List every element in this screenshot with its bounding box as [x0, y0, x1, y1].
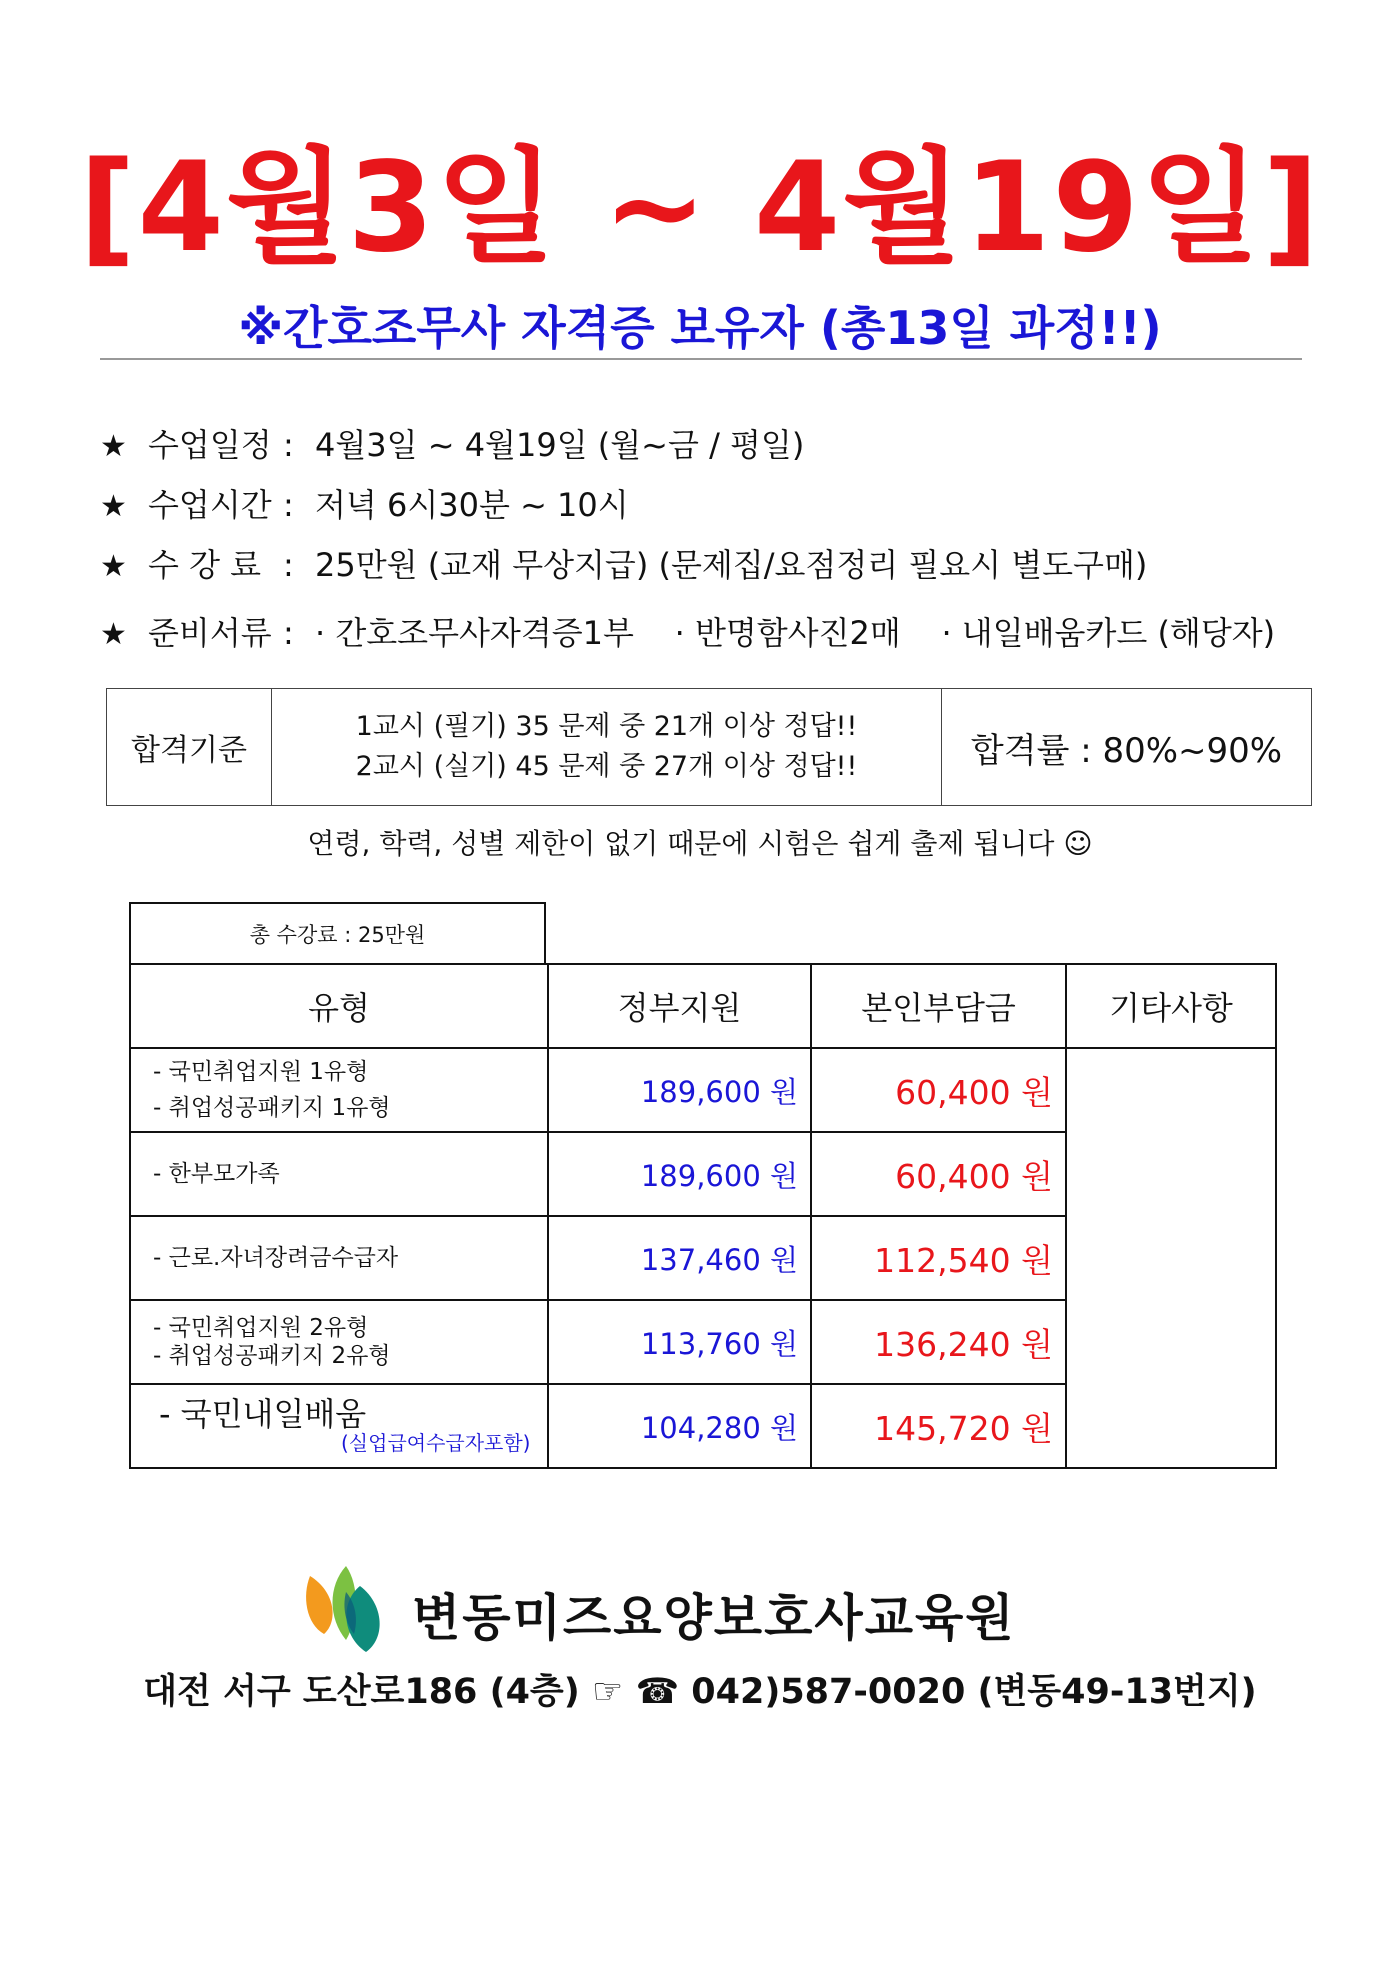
type-cell: - 근로.자녀장려금수급자 — [130, 1216, 548, 1300]
info-value: 저녁 6시30분 ~ 10시 — [315, 486, 629, 524]
star-icon: ★ — [100, 489, 127, 524]
star-icon: ★ — [100, 617, 127, 652]
gov-support: 137,460 원 — [548, 1216, 811, 1300]
star-icon: ★ — [100, 429, 127, 464]
subtitle: ※간호조무사 자격증 보유자 (총13일 과정!!) — [238, 301, 1162, 355]
type-cell: - 국민취업지원 1유형 - 취업성공패키지 1유형 — [130, 1048, 548, 1132]
info-value: 25만원 (교재 무상지급) (문제집/요점정리 필요시 별도구매) — [315, 546, 1148, 584]
type-cell: - 한부모가족 — [130, 1132, 548, 1216]
info-label: 수 강 료 — [148, 546, 262, 584]
column-header: 본인부담금 — [811, 964, 1066, 1048]
pass-rate: 합격률 : 80%~90% — [970, 730, 1283, 771]
info-time: ★ 수업시간 : 저녁 6시30분 ~ 10시 — [100, 480, 629, 526]
total-fee-label: 총 수강료 : 25만원 — [129, 902, 546, 964]
table-header-row — [130, 964, 1276, 1048]
info-documents: ★ 준비서류 : · 간호조무사자격증1부 · 반명함사진2매 · 내일배움카드 (해당자) — [100, 608, 1275, 654]
table-row — [130, 1048, 1276, 1132]
fee-table — [129, 963, 1277, 1469]
exam-note: 연령, 학력, 성별 제한이 없기 때문에 시험은 쉽게 출제 됩니다 ☺ — [307, 827, 1093, 860]
self-pay: 145,720 원 — [811, 1384, 1066, 1468]
leaf-logo — [302, 1562, 390, 1654]
star-icon: ★ — [100, 549, 127, 584]
type-cell: - 국민내일배움 (실업급여수급자포함) — [130, 1384, 548, 1468]
criteria-line: 2교시 (실기) 45 문제 중 27개 이상 정답!! — [355, 751, 858, 782]
gov-support: 104,280 원 — [548, 1384, 811, 1468]
gov-support: 113,760 원 — [548, 1300, 811, 1384]
info-label: 준비서류 — [148, 614, 272, 652]
criteria-details — [272, 689, 942, 805]
column-header: 기타사항 — [1066, 964, 1276, 1048]
academy-name: 변동미즈요양보호사교육원 — [412, 1589, 1016, 1647]
gov-support: 189,600 원 — [548, 1048, 811, 1132]
self-pay: 136,240 원 — [811, 1300, 1066, 1384]
gov-support: 189,600 원 — [548, 1132, 811, 1216]
self-pay: 60,400 원 — [811, 1132, 1066, 1216]
column-header: 유형 — [130, 964, 548, 1048]
info-value: 4월3일 ~ 4월19일 (월~금 / 평일) — [315, 426, 805, 464]
pass-criteria-box — [106, 688, 1312, 806]
criteria-line: 1교시 (필기) 35 문제 중 21개 이상 정답!! — [355, 711, 858, 742]
type-cell: - 국민취업지원 2유형 - 취업성공패키지 2유형 — [130, 1300, 548, 1384]
self-pay: 60,400 원 — [811, 1048, 1066, 1132]
info-schedule: ★ 수업일정 : 4월3일 ~ 4월19일 (월~금 / 평일) — [100, 420, 804, 466]
info-value: · 간호조무사자격증1부 · 반명함사진2매 · 내일배움카드 (해당자) — [315, 614, 1276, 652]
column-header: 정부지원 — [548, 964, 811, 1048]
notes-cell — [1066, 1048, 1276, 1468]
info-label: 수업일정 — [148, 426, 272, 464]
self-pay: 112,540 원 — [811, 1216, 1066, 1300]
address-line: 대전 서구 도산로186 (4층) ☞ ☎ 042)587-0020 (변동49-13번지) — [143, 1672, 1257, 1712]
info-fee: ★ 수 강 료 : 25만원 (교재 무상지급) (문제집/요점정리 필요시 별도구매) — [100, 540, 1147, 586]
page-title: [4월3일 ~ 4월19일] — [78, 136, 1322, 280]
divider — [100, 358, 1302, 360]
criteria-label: 합격기준 — [107, 689, 272, 805]
info-label: 수업시간 — [148, 486, 272, 524]
